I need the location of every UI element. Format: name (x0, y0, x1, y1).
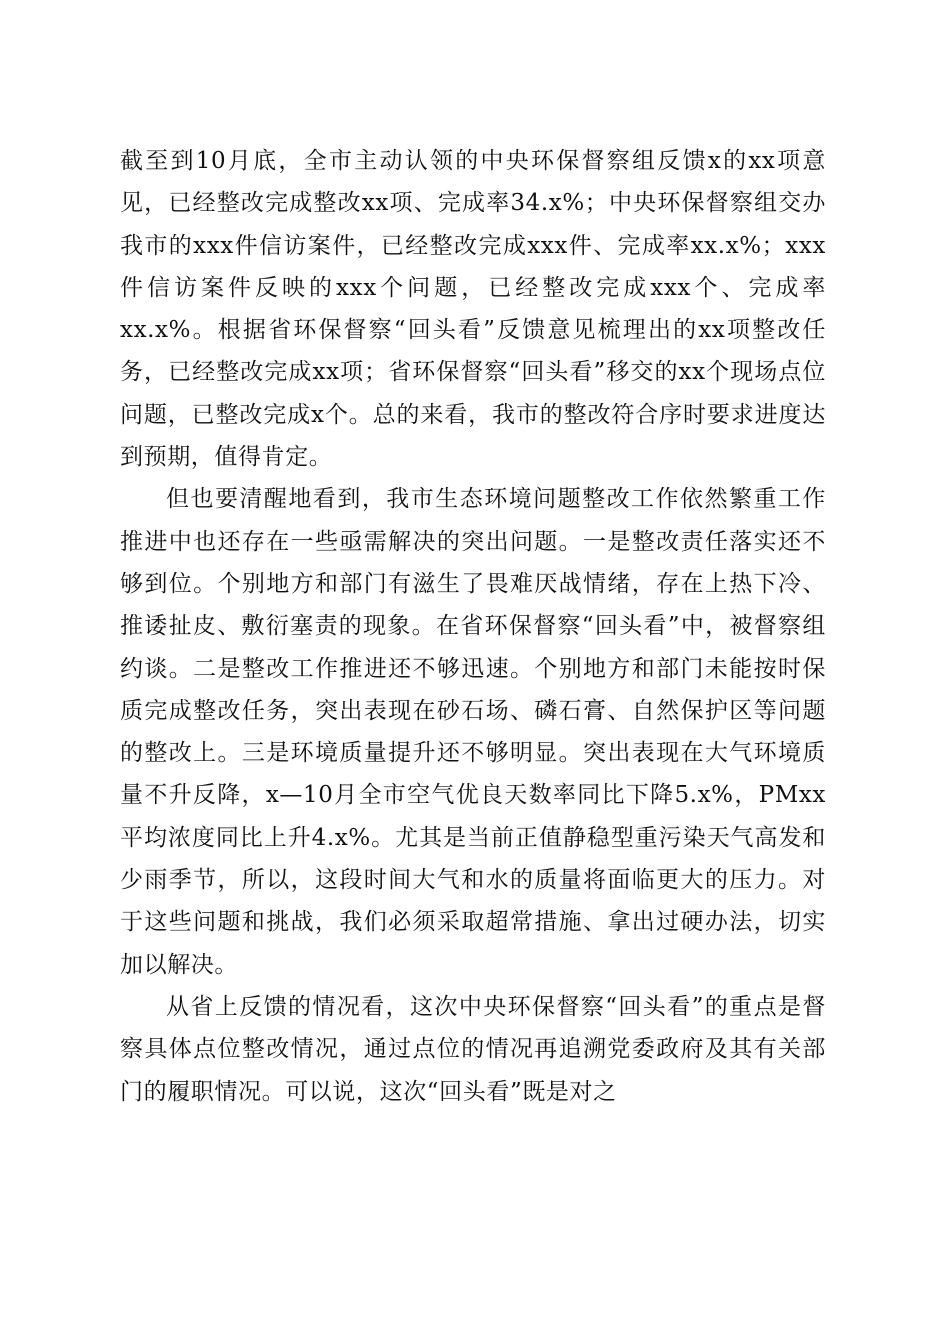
paragraph-progress-summary: 截至到10月底，全市主动认领的中央环保督察组反馈x的xx项意见，已经整改完成整改xx项、完成率34.x%；中央环保督察组交办我市的xxx件信访案件，已经整改完成xxx件、完成率xx.x%；xxx件信访案件反映的xxx个问题，已经整改完成xxx个、完成率xx.x%。根据省环保督察“回头看”反馈意见梳理出的xx项整改任务，已经整改完成xx项；省环保督察“回头看”移交的xx个现场点位问题，已整改完成x个。总的来看，我市的整改符合序时要求进度达到预期，值得肯定。 (120, 148, 826, 471)
paragraph-existing-problems: 但也要清醒地看到，我市生态环境问题整改工作依然繁重工作推进中也还存在一些亟需解决的突出问题。一是整改责任落实还不够到位。个别地方和部门有滋生了畏难厌战情绪，存在上热下冷、推诿扯皮、敷衍塞责的现象。在省环保督察“回头看”中，被督察组约谈。二是整改工作推进还不够迅速。个别地方和部门未能按时保质完成整改任务，突出表现在砂石场、磷石膏、自然保护区等问题的整改上。三是环境质量提升还不够明显。突出表现在大气环境质量不升反降，x—10月全市空气优良天数率同比下降5.x%，PMxx平均浓度同比上升4.x%。尤其是当前正值静稳型重污染天气高发和少雨季节，所以，这段时间大气和水的质量将面临更大的压力。对于这些问题和挑战，我们必须采取超常措施、拿出过硬办法，切实加以解决。 (120, 486, 826, 978)
paragraph-inspection-focus: 从省上反馈的情况看，这次中央环保督察“回头看”的重点是督察具体点位整改情况，通过点位的情况再追溯党委政府及其有关部门的履职情况。可以说，这次“回头看”既是对之 (120, 993, 826, 1105)
document-body (120, 140, 826, 1113)
